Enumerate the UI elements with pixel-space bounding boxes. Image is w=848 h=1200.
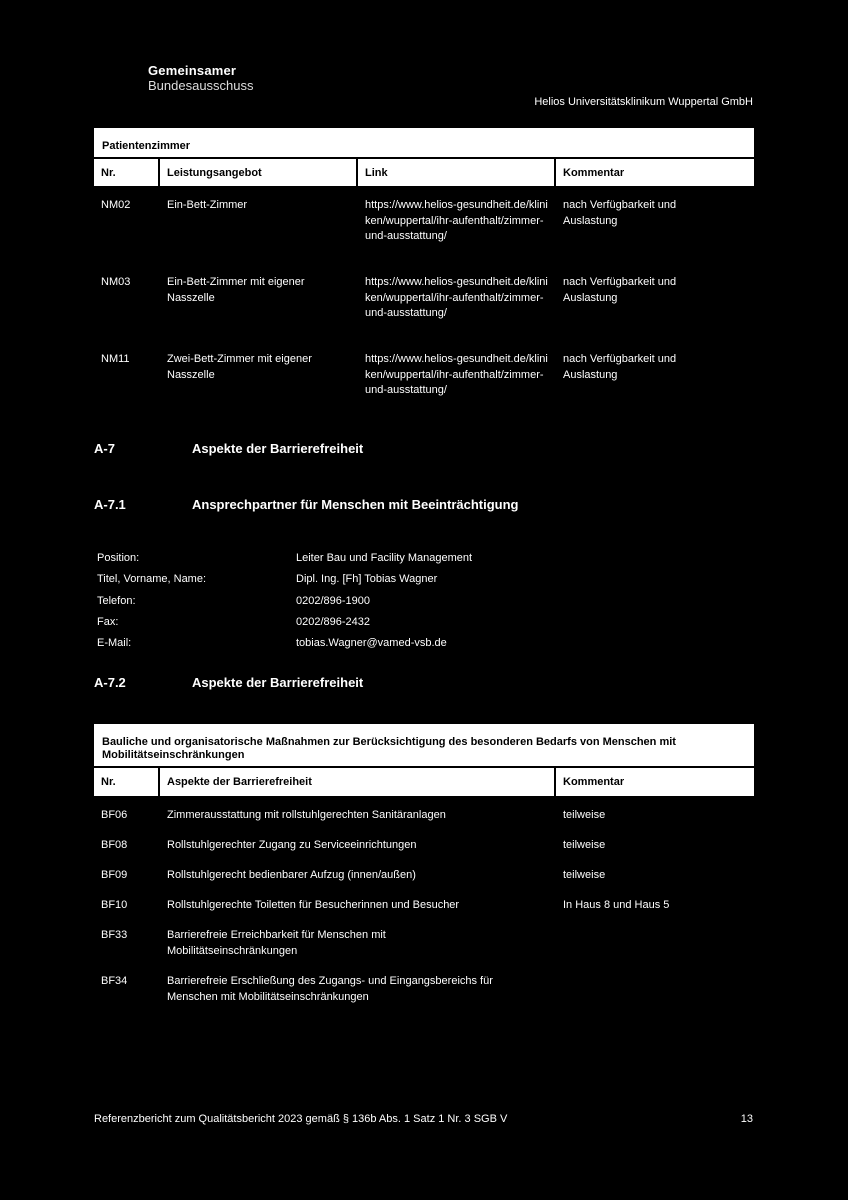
table2-row-nr: BF34 bbox=[101, 975, 128, 987]
table2-title: Bauliche und organisatorische Maßnahmen zur Berücksichtigung des besonderen Bedarfs von Menschen mit Mobilitätseinschränkungen bbox=[102, 736, 676, 761]
contact-value-phone: 0202/896-1900 bbox=[296, 595, 371, 607]
table1-col-link: Link bbox=[358, 159, 554, 186]
table1-row-angebot: Ein-Bett-Zimmer mit eigener Nasszelle bbox=[167, 276, 305, 304]
table2-row-aspekt: Barrierefreie Erschließung des Zugangs- und Eingangsbereichs für Menschen mit Mobilitätseinschränkungen bbox=[167, 975, 493, 1003]
table1-col-leistungsangebot: Leistungsangebot bbox=[160, 159, 356, 186]
contact-value-fax: 0202/896-2432 bbox=[296, 616, 371, 628]
table2-row-nr: BF10 bbox=[101, 899, 128, 911]
section-a7-number: A-7 bbox=[94, 441, 115, 456]
table1-row-nr: NM03 bbox=[101, 276, 131, 288]
table1-col-kommentar: Kommentar bbox=[556, 159, 754, 186]
logo-line-2: Bundesausschuss bbox=[148, 78, 254, 93]
table1-row-angebot: Ein-Bett-Zimmer bbox=[167, 199, 248, 211]
contact-value-name: Dipl. Ing. [Fh] Tobias Wagner bbox=[296, 573, 438, 585]
table2-row-aspekt: Rollstuhlgerechte Toiletten für Besucherinnen und Besucher bbox=[167, 899, 460, 911]
page-number: 13 bbox=[740, 1113, 753, 1125]
table2-row-kommentar: In Haus 8 und Haus 5 bbox=[563, 899, 670, 911]
section-a72-number: A-7.2 bbox=[94, 675, 126, 690]
contact-label-name: Titel, Vorname, Name: bbox=[97, 573, 207, 585]
logo-line-1: Gemeinsamer bbox=[148, 63, 237, 78]
contact-value-position: Leiter Bau und Facility Management bbox=[296, 552, 473, 564]
contact-label-phone: Telefon: bbox=[97, 595, 136, 607]
contact-label-email: E-Mail: bbox=[97, 637, 132, 649]
section-a7-title: Aspekte der Barrierefreiheit bbox=[192, 441, 364, 456]
table1-title-box bbox=[94, 128, 754, 157]
section-a71-number: A-7.1 bbox=[94, 497, 126, 512]
table2-row-nr: BF33 bbox=[101, 929, 128, 941]
table2-title-box bbox=[94, 724, 754, 766]
table2-row-aspekt: Barrierefreie Erreichbarkeit für Menschen mit Mobilitätseinschränkungen bbox=[167, 929, 386, 957]
table1-row-link[interactable]: https://www.helios-gesundheit.de/kliniken/wuppertal/ihr-aufenthalt/zimmer-und-ausstattung/ bbox=[365, 353, 548, 396]
table1-header-row bbox=[94, 159, 754, 186]
contact-label-position: Position: bbox=[97, 552, 140, 564]
table1-row-link[interactable]: https://www.helios-gesundheit.de/kliniken/wuppertal/ihr-aufenthalt/zimmer-und-ausstattung/ bbox=[365, 199, 548, 242]
table2-row-kommentar: teilweise bbox=[563, 869, 606, 881]
table2-col-aspekte: Aspekte der Barrierefreiheit bbox=[160, 768, 554, 796]
table2-row-nr: BF08 bbox=[101, 839, 128, 851]
table1-row-link[interactable]: https://www.helios-gesundheit.de/kliniken/wuppertal/ihr-aufenthalt/zimmer-und-ausstattung/ bbox=[365, 276, 548, 319]
table2-row-aspekt: Zimmerausstattung mit rollstuhlgerechten Sanitäranlagen bbox=[167, 809, 446, 821]
table2-row-nr: BF09 bbox=[101, 869, 128, 881]
table1-row-kommentar: nach Verfügbarkeit und Auslastung bbox=[563, 276, 677, 304]
footer-text: Referenzbericht zum Qualitätsbericht 2023 gemäß § 136b Abs. 1 Satz 1 Nr. 3 SGB V bbox=[94, 1113, 508, 1125]
table2-row-kommentar: teilweise bbox=[563, 809, 606, 821]
table1-row-kommentar: nach Verfügbarkeit und Auslastung bbox=[563, 199, 677, 227]
table1-title: Patientenzimmer bbox=[102, 140, 191, 152]
table1-row-nr: NM11 bbox=[101, 353, 130, 365]
table2-row-nr: BF06 bbox=[101, 809, 128, 821]
table2-header-row bbox=[94, 768, 754, 796]
table1-row-kommentar: nach Verfügbarkeit und Auslastung bbox=[563, 353, 677, 381]
table1-row-nr: NM02 bbox=[101, 199, 131, 211]
table2-row-aspekt: Rollstuhlgerecht bedienbarer Aufzug (innen/außen) bbox=[167, 869, 416, 881]
contact-value-email[interactable]: tobias.Wagner@vamed-vsb.de bbox=[296, 637, 447, 649]
hospital-name: Helios Universitätsklinikum Wuppertal GmbH bbox=[534, 96, 753, 108]
table2-row-kommentar: teilweise bbox=[563, 839, 606, 851]
table1-row-angebot: Zwei-Bett-Zimmer mit eigener Nasszelle bbox=[167, 353, 312, 381]
section-a72-title: Aspekte der Barrierefreiheit bbox=[192, 675, 364, 690]
table2-row-aspekt: Rollstuhlgerechter Zugang zu Serviceeinrichtungen bbox=[167, 839, 417, 851]
section-a71-title: Ansprechpartner für Menschen mit Beeinträchtigung bbox=[192, 497, 519, 512]
table1-col-nr: Nr. bbox=[94, 159, 158, 186]
table2-col-nr: Nr. bbox=[94, 768, 158, 796]
table2-col-kommentar: Kommentar bbox=[556, 768, 754, 796]
contact-label-fax: Fax: bbox=[97, 616, 119, 628]
